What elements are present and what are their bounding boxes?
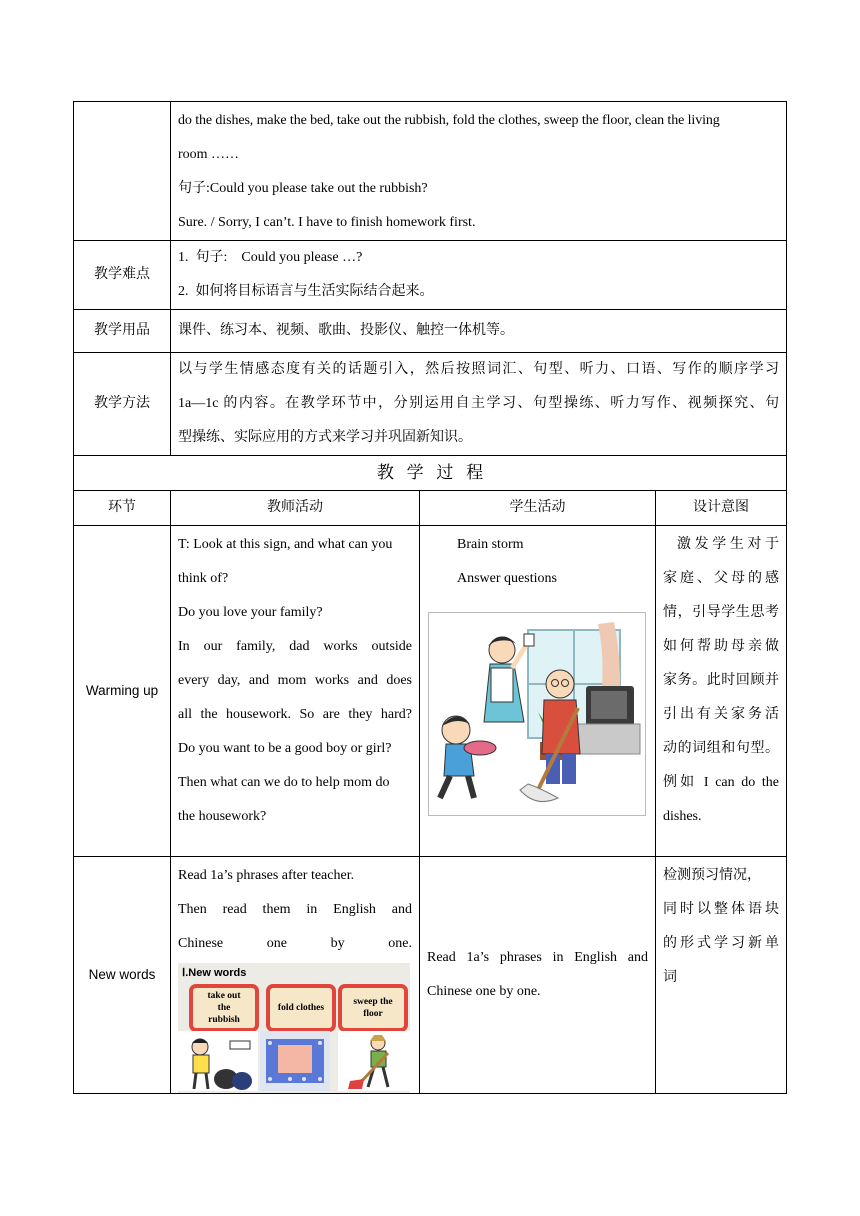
teacher-line: T: Look at this sign, and what can you (178, 537, 393, 552)
key-points-line: do the dishes, make the bed, take out the rubbish, fold the clothes, sweep the floor, clean the living (178, 113, 720, 128)
key-points-line: Sure. / Sorry, I can’t. I have to finish homework first. (178, 215, 476, 230)
new-words-teacher (171, 857, 420, 1094)
card-panel-title: Ⅰ.New words (182, 967, 247, 979)
difficulty-line: 1. 句子: Could you please …? (178, 250, 363, 265)
intent-line: 同时以整体语块 (663, 902, 780, 917)
warming-student (420, 526, 656, 857)
method-label: 教学方法 (74, 353, 171, 456)
word-card-label: fold clothes (277, 1003, 325, 1013)
method-content (171, 353, 787, 456)
intent-line: 激发学生对于 (677, 537, 780, 552)
teacher-line: Do you want to be a good boy or girl? (178, 741, 392, 756)
teacher-line: think of? (178, 571, 229, 586)
word-card-label: take out the rubbish (207, 991, 241, 1025)
method-row (74, 353, 787, 456)
method-line: 以与学生情感态度有关的话题引入，然后按照词汇、句型、听力、口语、写作的顺序学习 (178, 362, 780, 377)
student-line: Read 1a’s phrases in English and (427, 950, 648, 965)
process-title: 教 学 过 程 (74, 456, 787, 491)
materials-content: 课件、练习本、视频、歌曲、投影仪、触控一体机等。 (171, 310, 787, 353)
intent-line: dishes. (663, 809, 702, 824)
intent-line: 如何帮助母亲做 (663, 639, 780, 654)
key-points-label (74, 102, 171, 241)
teacher-line: the housework? (178, 809, 267, 824)
warming-intent (656, 526, 787, 857)
difficulty-line: 2. 如何将目标语言与生活实际结合起来。 (178, 284, 434, 299)
fold-clothes-picture (260, 1031, 330, 1091)
difficulty-row (74, 241, 787, 310)
process-heading-row (74, 456, 787, 491)
intent-line: 的形式学习新单 (663, 936, 780, 951)
teacher-line: In our family, dad works outside (178, 639, 412, 654)
intent-line: 情，引导学生思考 (663, 605, 780, 620)
student-line: Brain storm (457, 537, 524, 552)
teacher-line: Read 1a’s phrases after teacher. (178, 868, 355, 883)
word-card (189, 984, 259, 1032)
difficulty-content (171, 241, 787, 310)
header-teacher: 教师活动 (171, 491, 420, 526)
student-line: Chinese one by one. (427, 984, 541, 999)
key-points-content (171, 102, 787, 241)
key-points-row (74, 102, 787, 241)
method-line: 型操练、实际应用的方式来学习并巩固新知识。 (178, 430, 472, 445)
teacher-line: Do you love your family? (178, 605, 323, 620)
intent-line: 家庭、父母的感 (663, 571, 780, 586)
intent-line: 词 (663, 970, 677, 985)
sweep-floor-picture (338, 1031, 410, 1091)
word-card (266, 984, 336, 1032)
process-header-row (74, 491, 787, 526)
materials-row (74, 310, 787, 353)
teacher-line: Chinese one by one. (178, 936, 412, 951)
difficulty-label: 教学难点 (74, 241, 171, 310)
new-words-card-panel (178, 963, 410, 1093)
word-card (338, 984, 408, 1032)
method-line: 1a—1c 的内容。在教学环节中，分别运用自主学习、句型操练、听力写作、视频探究、句 (178, 396, 780, 411)
teacher-line: Then what can we do to help mom do (178, 775, 390, 790)
header-stage: 环节 (74, 491, 171, 526)
header-intent: 设计意图 (656, 491, 787, 526)
header-student: 学生活动 (420, 491, 656, 526)
new-words-row (74, 857, 787, 1094)
new-words-stage: New words (74, 857, 171, 1094)
housework-family-illustration (428, 612, 646, 816)
intent-line: 动的词组和句型。 (663, 741, 780, 756)
student-line: Answer questions (457, 571, 557, 586)
materials-label: 教学用品 (74, 310, 171, 353)
teacher-line: Then read them in English and (178, 902, 412, 917)
word-card-label: sweep the floor (353, 997, 393, 1019)
intent-line: 引出有关家务活 (663, 707, 780, 722)
warming-up-row (74, 526, 787, 857)
warming-teacher (171, 526, 420, 857)
take-out-rubbish-picture (178, 1031, 258, 1091)
new-words-student (420, 857, 656, 1094)
intent-line: 家务。此时回顾并 (663, 673, 780, 688)
teacher-line: every day, and mom works and does (178, 673, 412, 688)
key-points-line: room …… (178, 147, 240, 162)
intent-line: 例如 I can do the (663, 775, 780, 790)
lesson-plan-table (73, 101, 787, 1094)
warming-stage: Warming up (74, 526, 171, 857)
intent-line: 检测预习情况， (663, 868, 761, 883)
new-words-intent (656, 857, 787, 1094)
teacher-line: all the housework. So are they hard? (178, 707, 412, 722)
key-points-line: 句子:Could you please take out the rubbish? (178, 181, 428, 196)
